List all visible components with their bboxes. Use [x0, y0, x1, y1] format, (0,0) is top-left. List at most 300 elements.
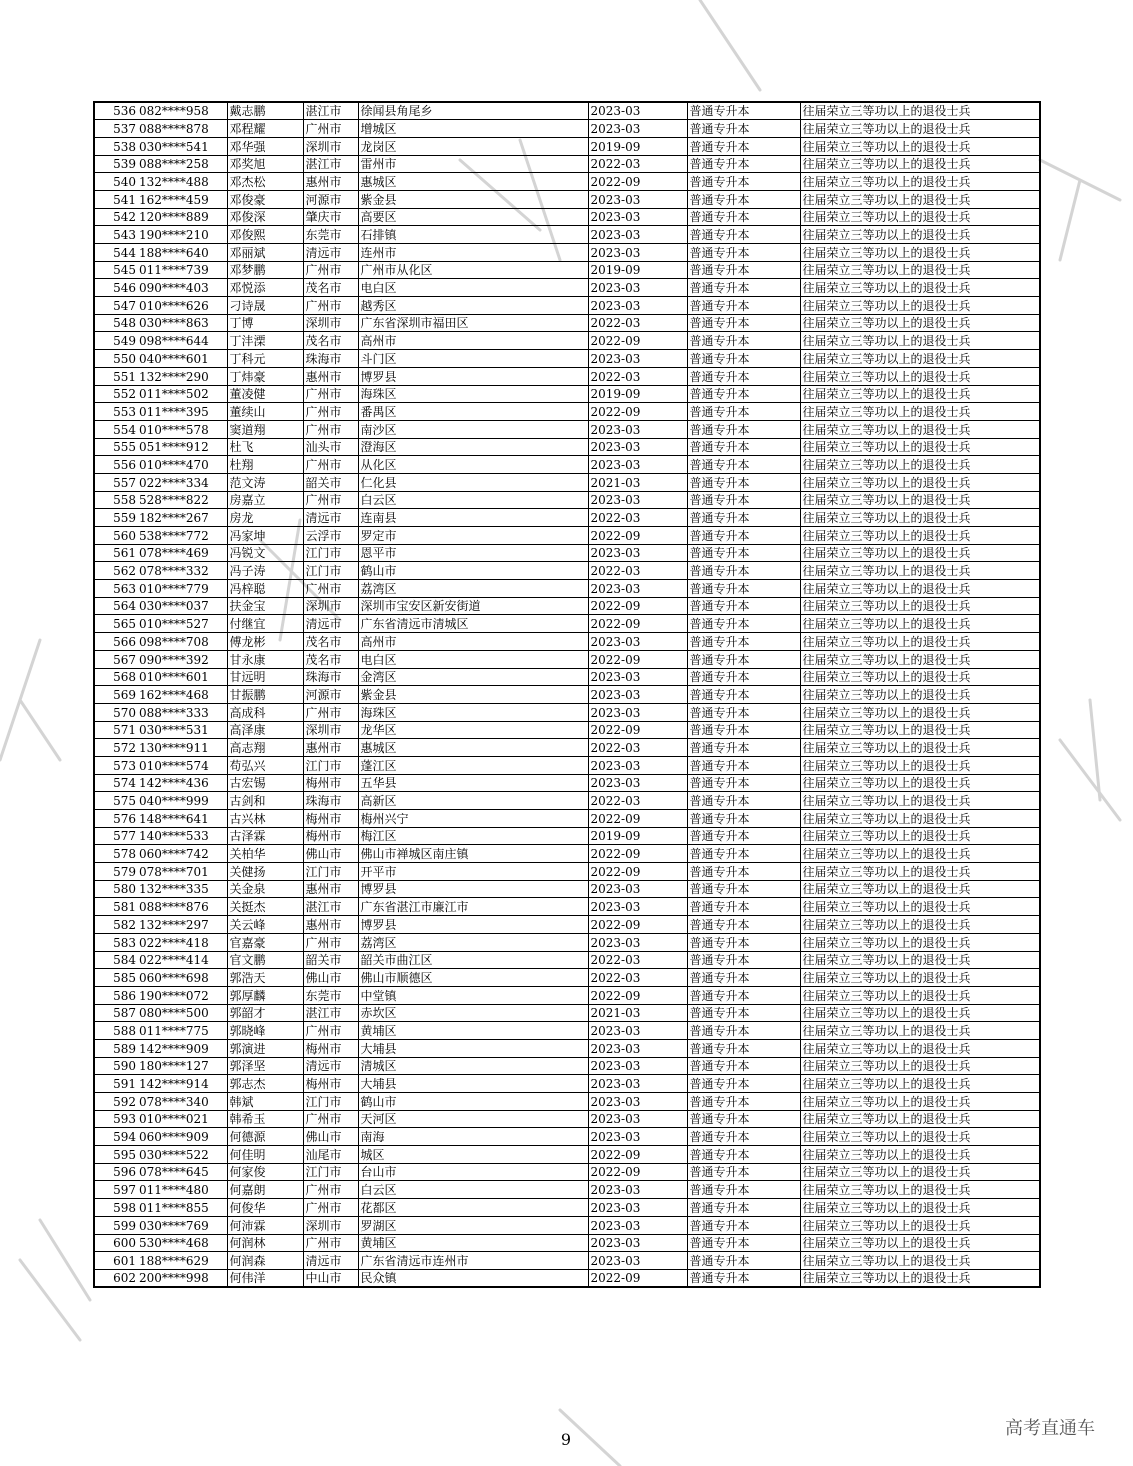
category-cell: 往届荣立三等功以上的退役士兵 [800, 1110, 1040, 1128]
candidate-id-cell: 060****742 [137, 845, 227, 863]
candidate-id-cell: 051****912 [137, 438, 227, 456]
table-row [94, 1199, 1040, 1217]
enrollment-date-cell: 2023-03 [588, 120, 687, 138]
table-row [94, 597, 1040, 615]
exam-type-cell: 普通专升本 [687, 703, 800, 721]
table-row [94, 703, 1040, 721]
exam-type-cell: 普通专升本 [687, 580, 800, 598]
category-cell: 往届荣立三等功以上的退役士兵 [800, 739, 1040, 757]
row-number-cell: 595 [94, 1146, 137, 1164]
table-row [94, 544, 1040, 562]
table-row [94, 615, 1040, 633]
table-row [94, 668, 1040, 686]
enrollment-date-cell: 2023-03 [588, 544, 687, 562]
row-number-cell: 594 [94, 1128, 137, 1146]
category-cell: 往届荣立三等功以上的退役士兵 [800, 898, 1040, 916]
row-number-cell: 593 [94, 1110, 137, 1128]
category-cell: 往届荣立三等功以上的退役士兵 [800, 686, 1040, 704]
row-number-cell: 596 [94, 1163, 137, 1181]
exam-type-cell: 普通专升本 [687, 420, 800, 438]
exam-type-cell: 普通专升本 [687, 1057, 800, 1075]
table-row [94, 986, 1040, 1004]
row-number-cell: 575 [94, 792, 137, 810]
city-cell: 惠州市 [303, 739, 358, 757]
exam-type-cell: 普通专升本 [687, 403, 800, 421]
exam-type-cell: 普通专升本 [687, 155, 800, 173]
enrollment-date-cell: 2022-09 [588, 173, 687, 191]
row-number-cell: 560 [94, 527, 137, 545]
row-number-cell: 539 [94, 155, 137, 173]
candidate-name-cell: 邓俊豪 [227, 190, 303, 208]
exam-type-cell: 普通专升本 [687, 951, 800, 969]
enrollment-date-cell: 2021-03 [588, 473, 687, 491]
exam-type-cell: 普通专升本 [687, 102, 800, 120]
candidate-id-cell: 200****998 [137, 1269, 227, 1287]
city-cell: 佛山市 [303, 1128, 358, 1146]
category-cell: 往届荣立三等功以上的退役士兵 [800, 774, 1040, 792]
table-row [94, 1022, 1040, 1040]
enrollment-date-cell: 2023-03 [588, 898, 687, 916]
candidate-id-cell: 022****414 [137, 951, 227, 969]
category-cell: 往届荣立三等功以上的退役士兵 [800, 208, 1040, 226]
table-row [94, 580, 1040, 598]
candidate-id-cell: 040****999 [137, 792, 227, 810]
exam-type-cell: 普通专升本 [687, 279, 800, 297]
district-cell: 深圳市宝安区新安街道 [358, 597, 588, 615]
enrollment-date-cell: 2023-03 [588, 1216, 687, 1234]
candidate-name-cell: 扶金宝 [227, 597, 303, 615]
candidate-id-cell: 148****641 [137, 810, 227, 828]
enrollment-date-cell: 2023-03 [588, 190, 687, 208]
city-cell: 广州市 [303, 261, 358, 279]
candidate-id-cell: 080****500 [137, 1004, 227, 1022]
row-number-cell: 592 [94, 1093, 137, 1111]
table-row [94, 1110, 1040, 1128]
city-cell: 东莞市 [303, 986, 358, 1004]
district-cell: 台山市 [358, 1163, 588, 1181]
district-cell: 紫金县 [358, 190, 588, 208]
candidate-name-cell: 何德源 [227, 1128, 303, 1146]
category-cell: 往届荣立三等功以上的退役士兵 [800, 544, 1040, 562]
district-cell: 博罗县 [358, 916, 588, 934]
exam-type-cell: 普通专升本 [687, 1181, 800, 1199]
candidate-id-cell: 088****876 [137, 898, 227, 916]
exam-type-cell: 普通专升本 [687, 916, 800, 934]
district-cell: 白云区 [358, 1181, 588, 1199]
row-number-cell: 552 [94, 385, 137, 403]
city-cell: 珠海市 [303, 350, 358, 368]
exam-type-cell: 普通专升本 [687, 1163, 800, 1181]
category-cell: 往届荣立三等功以上的退役士兵 [800, 703, 1040, 721]
candidate-name-cell: 官文鹏 [227, 951, 303, 969]
exam-type-cell: 普通专升本 [687, 969, 800, 987]
enrollment-date-cell: 2022-09 [588, 1269, 687, 1287]
district-cell: 开平市 [358, 863, 588, 881]
category-cell: 往届荣立三等功以上的退役士兵 [800, 933, 1040, 951]
candidate-id-cell: 060****909 [137, 1128, 227, 1146]
candidate-id-cell: 538****772 [137, 527, 227, 545]
category-cell: 往届荣立三等功以上的退役士兵 [800, 1181, 1040, 1199]
exam-type-cell: 普通专升本 [687, 1039, 800, 1057]
city-cell: 广州市 [303, 403, 358, 421]
district-cell: 澄海区 [358, 438, 588, 456]
exam-type-cell: 普通专升本 [687, 668, 800, 686]
district-cell: 南海 [358, 1128, 588, 1146]
city-cell: 江门市 [303, 1163, 358, 1181]
admission-table [93, 101, 1041, 1288]
candidate-name-cell: 韩斌 [227, 1093, 303, 1111]
table-row [94, 1128, 1040, 1146]
enrollment-date-cell: 2019-09 [588, 261, 687, 279]
candidate-id-cell: 132****297 [137, 916, 227, 934]
exam-type-cell: 普通专升本 [687, 810, 800, 828]
city-cell: 惠州市 [303, 880, 358, 898]
enrollment-date-cell: 2022-03 [588, 951, 687, 969]
category-cell: 往届荣立三等功以上的退役士兵 [800, 491, 1040, 509]
row-number-cell: 602 [94, 1269, 137, 1287]
candidate-name-cell: 杜翔 [227, 456, 303, 474]
enrollment-date-cell: 2023-03 [588, 491, 687, 509]
category-cell: 往届荣立三等功以上的退役士兵 [800, 314, 1040, 332]
city-cell: 湛江市 [303, 898, 358, 916]
table-row [94, 367, 1040, 385]
row-number-cell: 601 [94, 1252, 137, 1270]
district-cell: 越秀区 [358, 297, 588, 315]
category-cell: 往届荣立三等功以上的退役士兵 [800, 810, 1040, 828]
candidate-id-cell: 030****522 [137, 1146, 227, 1164]
category-cell: 往届荣立三等功以上的退役士兵 [800, 1252, 1040, 1270]
enrollment-date-cell: 2023-03 [588, 880, 687, 898]
candidate-name-cell: 高泽康 [227, 721, 303, 739]
city-cell: 梅州市 [303, 827, 358, 845]
category-cell: 往届荣立三等功以上的退役士兵 [800, 562, 1040, 580]
enrollment-date-cell: 2022-03 [588, 739, 687, 757]
exam-type-cell: 普通专升本 [687, 792, 800, 810]
table-row [94, 863, 1040, 881]
exam-type-cell: 普通专升本 [687, 933, 800, 951]
enrollment-date-cell: 2022-03 [588, 509, 687, 527]
district-cell: 梅州兴宁 [358, 810, 588, 828]
category-cell: 往届荣立三等功以上的退役士兵 [800, 756, 1040, 774]
city-cell: 茂名市 [303, 633, 358, 651]
city-cell: 江门市 [303, 562, 358, 580]
enrollment-date-cell: 2022-09 [588, 650, 687, 668]
candidate-name-cell: 何嘉朗 [227, 1181, 303, 1199]
exam-type-cell: 普通专升本 [687, 491, 800, 509]
enrollment-date-cell: 2023-03 [588, 1234, 687, 1252]
candidate-name-cell: 冯锐文 [227, 544, 303, 562]
district-cell: 民众镇 [358, 1269, 588, 1287]
enrollment-date-cell: 2023-03 [588, 226, 687, 244]
candidate-id-cell: 088****258 [137, 155, 227, 173]
table-row [94, 898, 1040, 916]
candidate-id-cell: 030****531 [137, 721, 227, 739]
exam-type-cell: 普通专升本 [687, 739, 800, 757]
district-cell: 金湾区 [358, 668, 588, 686]
exam-type-cell: 普通专升本 [687, 562, 800, 580]
candidate-name-cell: 古泽霖 [227, 827, 303, 845]
exam-type-cell: 普通专升本 [687, 137, 800, 155]
candidate-name-cell: 郭韶才 [227, 1004, 303, 1022]
candidate-name-cell: 何润森 [227, 1252, 303, 1270]
district-cell: 黄埔区 [358, 1022, 588, 1040]
row-number-cell: 564 [94, 597, 137, 615]
table-row [94, 1269, 1040, 1287]
category-cell: 往届荣立三等功以上的退役士兵 [800, 403, 1040, 421]
row-number-cell: 568 [94, 668, 137, 686]
table-row [94, 1057, 1040, 1075]
candidate-id-cell: 088****878 [137, 120, 227, 138]
candidate-id-cell: 010****578 [137, 420, 227, 438]
city-cell: 湛江市 [303, 1004, 358, 1022]
exam-type-cell: 普通专升本 [687, 1269, 800, 1287]
enrollment-date-cell: 2023-03 [588, 279, 687, 297]
candidate-name-cell: 邓杰松 [227, 173, 303, 191]
candidate-name-cell: 房龙 [227, 509, 303, 527]
category-cell: 往届荣立三等功以上的退役士兵 [800, 1075, 1040, 1093]
candidate-name-cell: 关挺杰 [227, 898, 303, 916]
city-cell: 东莞市 [303, 226, 358, 244]
candidate-id-cell: 190****210 [137, 226, 227, 244]
candidate-name-cell: 杜飞 [227, 438, 303, 456]
enrollment-date-cell: 2022-09 [588, 403, 687, 421]
district-cell: 广东省清远市清城区 [358, 615, 588, 633]
district-cell: 博罗县 [358, 880, 588, 898]
row-number-cell: 561 [94, 544, 137, 562]
candidate-name-cell: 丁沣溧 [227, 332, 303, 350]
row-number-cell: 559 [94, 509, 137, 527]
city-cell: 惠州市 [303, 367, 358, 385]
candidate-id-cell: 030****769 [137, 1216, 227, 1234]
row-number-cell: 558 [94, 491, 137, 509]
city-cell: 广州市 [303, 456, 358, 474]
exam-type-cell: 普通专升本 [687, 721, 800, 739]
candidate-name-cell: 古宏锡 [227, 774, 303, 792]
district-cell: 广东省湛江市廉江市 [358, 898, 588, 916]
candidate-name-cell: 郭志杰 [227, 1075, 303, 1093]
city-cell: 梅州市 [303, 1039, 358, 1057]
candidate-id-cell: 120****889 [137, 208, 227, 226]
city-cell: 湛江市 [303, 102, 358, 120]
candidate-id-cell: 030****541 [137, 137, 227, 155]
exam-type-cell: 普通专升本 [687, 173, 800, 191]
row-number-cell: 555 [94, 438, 137, 456]
table-row [94, 1093, 1040, 1111]
candidate-name-cell: 冯梓聪 [227, 580, 303, 598]
exam-type-cell: 普通专升本 [687, 244, 800, 262]
city-cell: 惠州市 [303, 916, 358, 934]
row-number-cell: 582 [94, 916, 137, 934]
candidate-id-cell: 010****601 [137, 668, 227, 686]
candidate-name-cell: 甘永康 [227, 650, 303, 668]
city-cell: 江门市 [303, 756, 358, 774]
candidate-id-cell: 090****403 [137, 279, 227, 297]
table-row [94, 1146, 1040, 1164]
candidate-name-cell: 何佳明 [227, 1146, 303, 1164]
candidate-id-cell: 030****863 [137, 314, 227, 332]
exam-type-cell: 普通专升本 [687, 880, 800, 898]
table-row [94, 951, 1040, 969]
category-cell: 往届荣立三等功以上的退役士兵 [800, 969, 1040, 987]
enrollment-date-cell: 2023-03 [588, 1199, 687, 1217]
row-number-cell: 574 [94, 774, 137, 792]
table-row [94, 969, 1040, 987]
city-cell: 佛山市 [303, 969, 358, 987]
row-number-cell: 586 [94, 986, 137, 1004]
table-row [94, 403, 1040, 421]
city-cell: 广州市 [303, 1022, 358, 1040]
candidate-name-cell: 何伟洋 [227, 1269, 303, 1287]
table-row [94, 739, 1040, 757]
row-number-cell: 600 [94, 1234, 137, 1252]
category-cell: 往届荣立三等功以上的退役士兵 [800, 1146, 1040, 1164]
city-cell: 河源市 [303, 190, 358, 208]
category-cell: 往届荣立三等功以上的退役士兵 [800, 385, 1040, 403]
enrollment-date-cell: 2022-09 [588, 863, 687, 881]
exam-type-cell: 普通专升本 [687, 350, 800, 368]
candidate-name-cell: 丁博 [227, 314, 303, 332]
enrollment-date-cell: 2023-03 [588, 633, 687, 651]
candidate-name-cell: 何沛霖 [227, 1216, 303, 1234]
category-cell: 往届荣立三等功以上的退役士兵 [800, 350, 1040, 368]
enrollment-date-cell: 2023-03 [588, 1128, 687, 1146]
table-row [94, 456, 1040, 474]
candidate-id-cell: 011****855 [137, 1199, 227, 1217]
district-cell: 鹤山市 [358, 1093, 588, 1111]
candidate-name-cell: 戴志鹏 [227, 102, 303, 120]
enrollment-date-cell: 2022-09 [588, 332, 687, 350]
candidate-name-cell: 郭晓峰 [227, 1022, 303, 1040]
table-row [94, 155, 1040, 173]
category-cell: 往届荣立三等功以上的退役士兵 [800, 580, 1040, 598]
candidate-name-cell: 窦道翔 [227, 420, 303, 438]
district-cell: 蓬江区 [358, 756, 588, 774]
category-cell: 往届荣立三等功以上的退役士兵 [800, 845, 1040, 863]
enrollment-date-cell: 2023-03 [588, 1022, 687, 1040]
table-row [94, 562, 1040, 580]
table-row [94, 1039, 1040, 1057]
enrollment-date-cell: 2022-03 [588, 969, 687, 987]
category-cell: 往届荣立三等功以上的退役士兵 [800, 1234, 1040, 1252]
row-number-cell: 579 [94, 863, 137, 881]
enrollment-date-cell: 2022-09 [588, 845, 687, 863]
enrollment-date-cell: 2022-09 [588, 721, 687, 739]
exam-type-cell: 普通专升本 [687, 1022, 800, 1040]
enrollment-date-cell: 2023-03 [588, 686, 687, 704]
row-number-cell: 576 [94, 810, 137, 828]
exam-type-cell: 普通专升本 [687, 527, 800, 545]
enrollment-date-cell: 2022-09 [588, 810, 687, 828]
enrollment-date-cell: 2022-03 [588, 314, 687, 332]
exam-type-cell: 普通专升本 [687, 1128, 800, 1146]
category-cell: 往届荣立三等功以上的退役士兵 [800, 367, 1040, 385]
city-cell: 茂名市 [303, 332, 358, 350]
city-cell: 珠海市 [303, 668, 358, 686]
category-cell: 往届荣立三等功以上的退役士兵 [800, 1093, 1040, 1111]
candidate-name-cell: 甘远明 [227, 668, 303, 686]
table-row [94, 721, 1040, 739]
enrollment-date-cell: 2023-03 [588, 580, 687, 598]
district-cell: 广东省清远市连州市 [358, 1252, 588, 1270]
exam-type-cell: 普通专升本 [687, 1234, 800, 1252]
row-number-cell: 549 [94, 332, 137, 350]
category-cell: 往届荣立三等功以上的退役士兵 [800, 792, 1040, 810]
category-cell: 往届荣立三等功以上的退役士兵 [800, 420, 1040, 438]
row-number-cell: 567 [94, 650, 137, 668]
row-number-cell: 566 [94, 633, 137, 651]
district-cell: 电白区 [358, 279, 588, 297]
table-body [94, 102, 1040, 1287]
enrollment-date-cell: 2022-09 [588, 615, 687, 633]
district-cell: 龙岗区 [358, 137, 588, 155]
row-number-cell: 565 [94, 615, 137, 633]
candidate-name-cell: 关云峰 [227, 916, 303, 934]
exam-type-cell: 普通专升本 [687, 332, 800, 350]
candidate-id-cell: 010****779 [137, 580, 227, 598]
table-row [94, 173, 1040, 191]
row-number-cell: 598 [94, 1199, 137, 1217]
table-row [94, 244, 1040, 262]
exam-type-cell: 普通专升本 [687, 297, 800, 315]
candidate-id-cell: 088****333 [137, 703, 227, 721]
district-cell: 高要区 [358, 208, 588, 226]
row-number-cell: 543 [94, 226, 137, 244]
district-cell: 番禺区 [358, 403, 588, 421]
table-row [94, 137, 1040, 155]
table-row [94, 756, 1040, 774]
city-cell: 清远市 [303, 1057, 358, 1075]
candidate-id-cell: 130****911 [137, 739, 227, 757]
exam-type-cell: 普通专升本 [687, 1004, 800, 1022]
city-cell: 深圳市 [303, 597, 358, 615]
table-row [94, 792, 1040, 810]
city-cell: 珠海市 [303, 792, 358, 810]
row-number-cell: 591 [94, 1075, 137, 1093]
page-number: 9 [560, 1430, 572, 1449]
district-cell: 紫金县 [358, 686, 588, 704]
candidate-id-cell: 022****334 [137, 473, 227, 491]
enrollment-date-cell: 2023-03 [588, 420, 687, 438]
candidate-id-cell: 010****574 [137, 756, 227, 774]
row-number-cell: 547 [94, 297, 137, 315]
row-number-cell: 571 [94, 721, 137, 739]
table-row [94, 1216, 1040, 1234]
district-cell: 佛山市禅城区南庄镇 [358, 845, 588, 863]
candidate-id-cell: 132****290 [137, 367, 227, 385]
table-row [94, 491, 1040, 509]
district-cell: 罗湖区 [358, 1216, 588, 1234]
row-number-cell: 570 [94, 703, 137, 721]
category-cell: 往届荣立三等功以上的退役士兵 [800, 332, 1040, 350]
table-row [94, 350, 1040, 368]
category-cell: 往届荣立三等功以上的退役士兵 [800, 1216, 1040, 1234]
city-cell: 梅州市 [303, 1075, 358, 1093]
category-cell: 往届荣立三等功以上的退役士兵 [800, 668, 1040, 686]
enrollment-date-cell: 2023-03 [588, 438, 687, 456]
district-cell: 增城区 [358, 120, 588, 138]
table-row [94, 916, 1040, 934]
district-cell: 惠城区 [358, 173, 588, 191]
candidate-id-cell: 142****436 [137, 774, 227, 792]
candidate-name-cell: 傅龙彬 [227, 633, 303, 651]
candidate-name-cell: 冯子涛 [227, 562, 303, 580]
category-cell: 往届荣立三等功以上的退役士兵 [800, 173, 1040, 191]
district-cell: 龙华区 [358, 721, 588, 739]
category-cell: 往届荣立三等功以上的退役士兵 [800, 880, 1040, 898]
table-row [94, 297, 1040, 315]
row-number-cell: 542 [94, 208, 137, 226]
district-cell: 中堂镇 [358, 986, 588, 1004]
